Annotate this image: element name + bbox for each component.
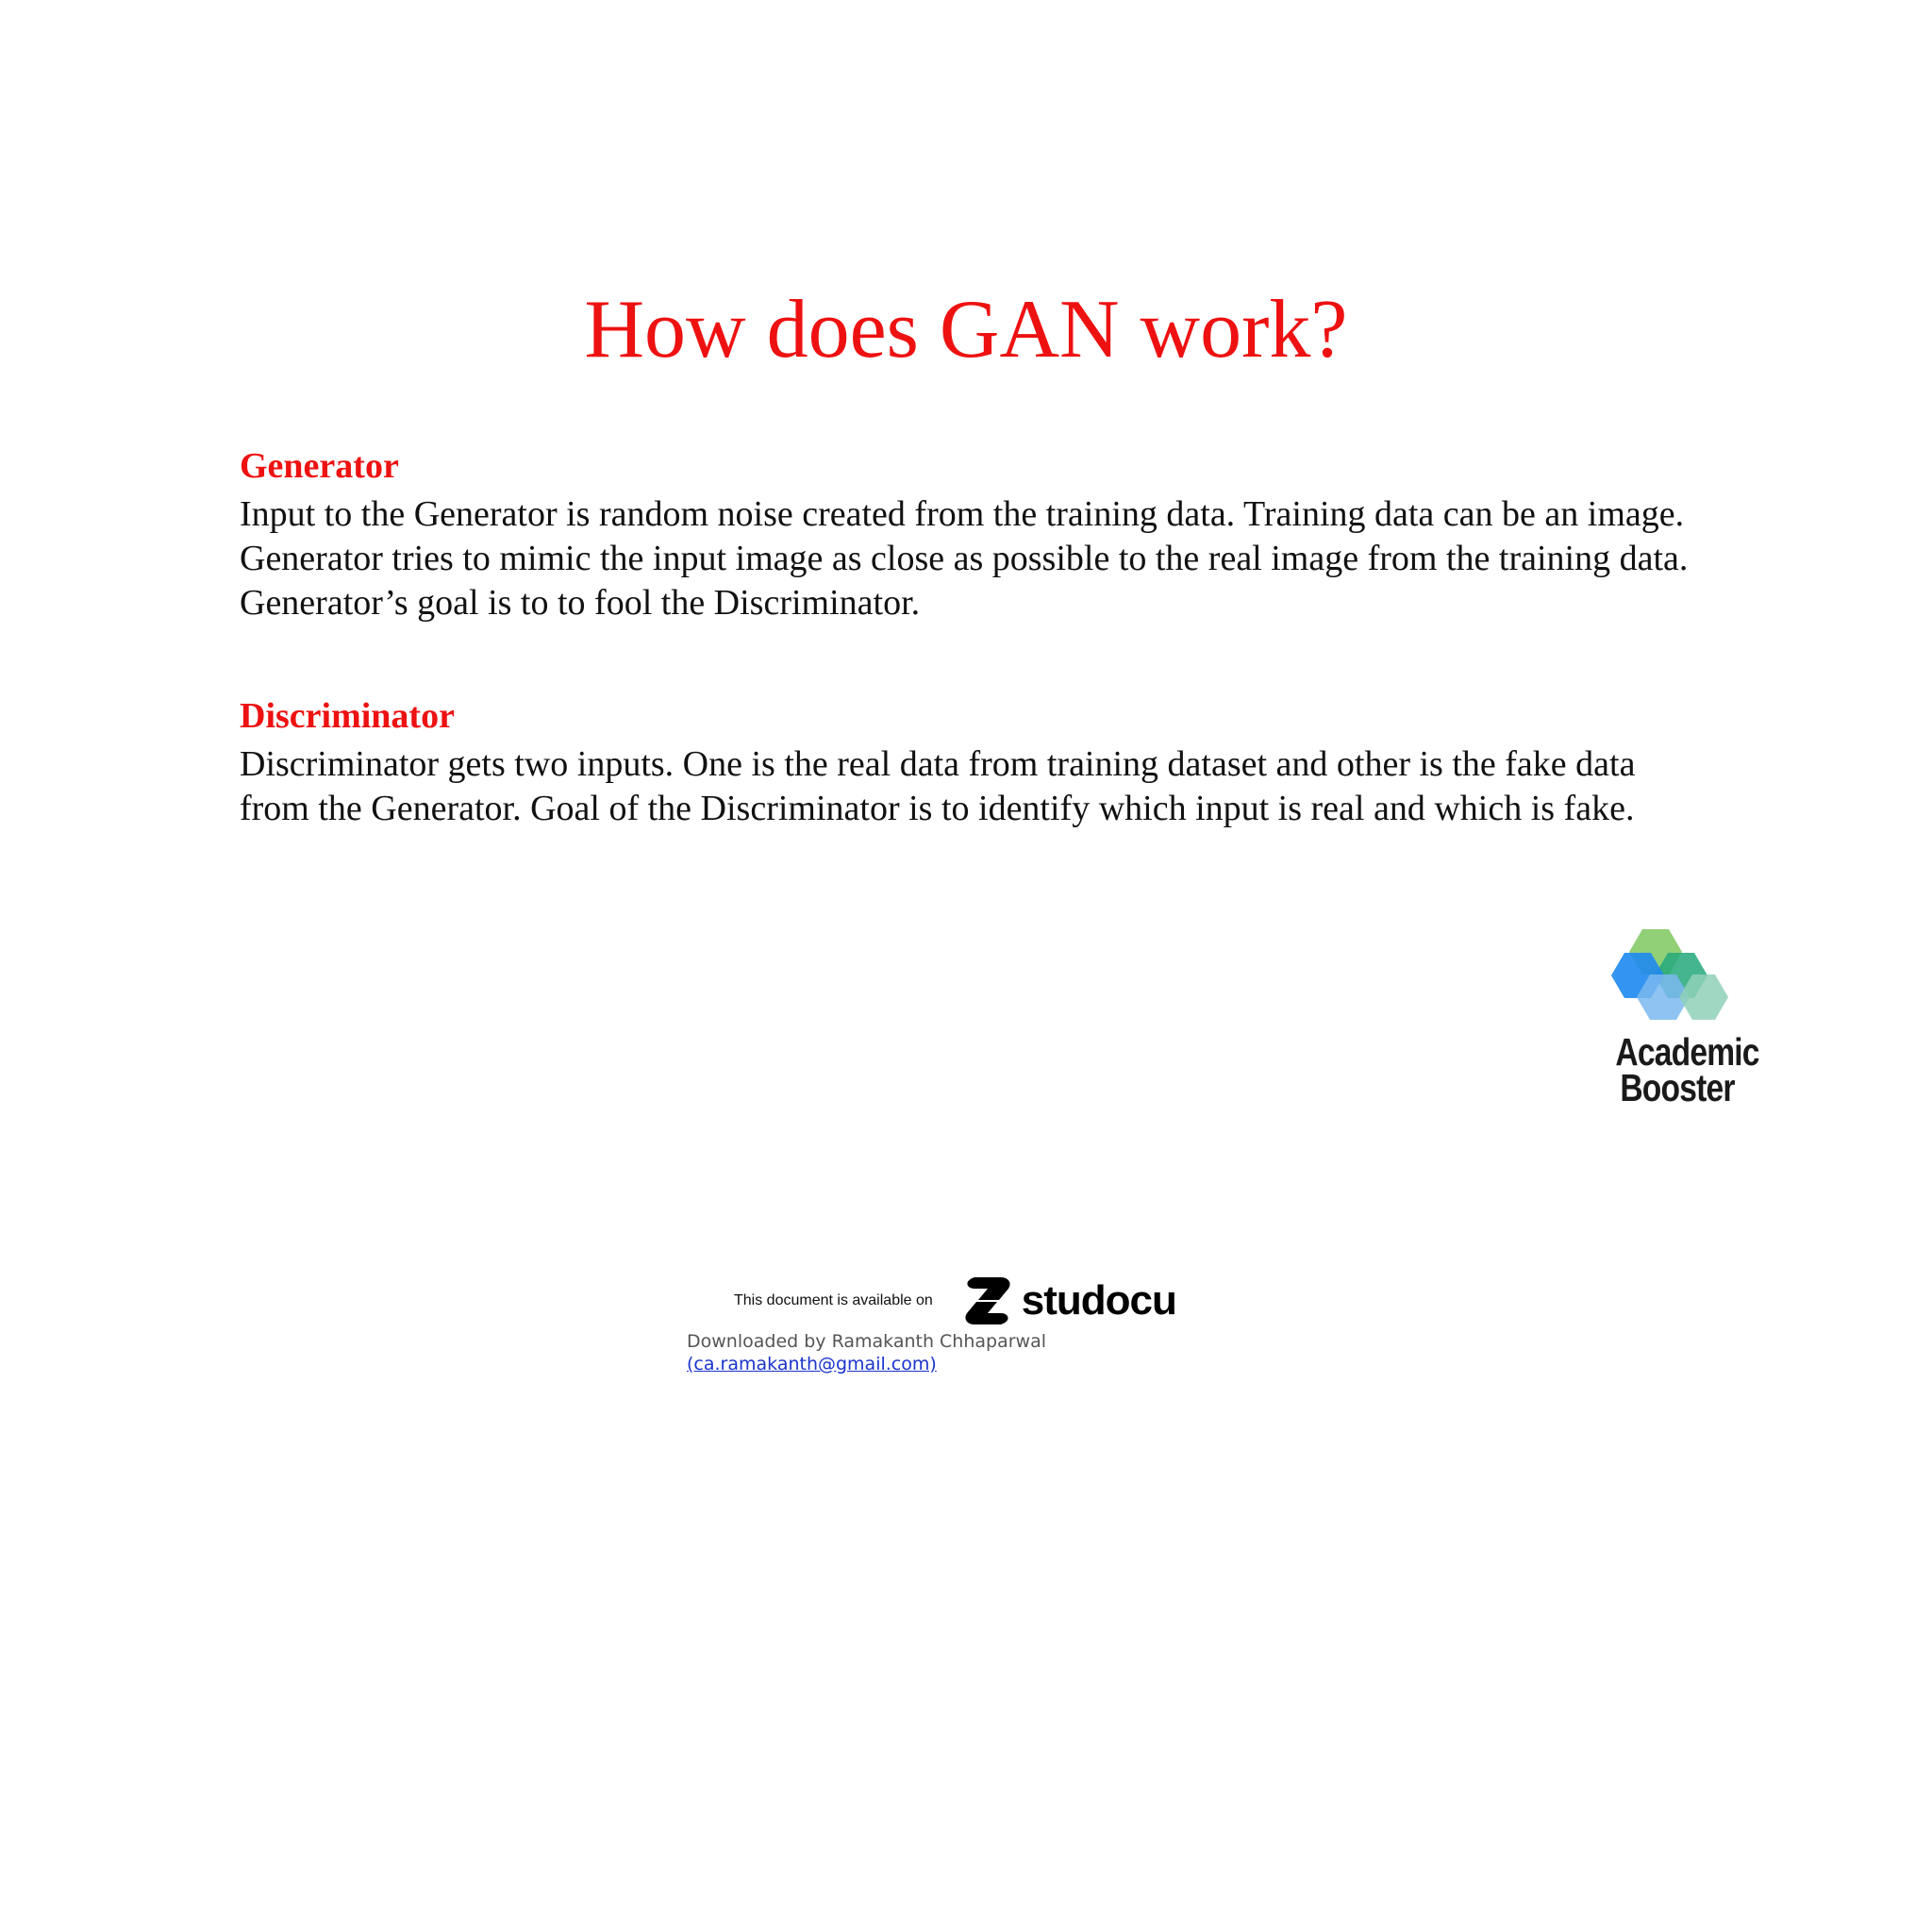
discriminator-section bbox=[240, 693, 1711, 831]
studocu-wordmark: studocu bbox=[1021, 1277, 1176, 1324]
hexagon-cluster-icon bbox=[1611, 929, 1743, 1028]
section-heading: Discriminator bbox=[240, 696, 455, 736]
section-body: Discriminator gets two inputs. One is the real data from training dataset and other is the fake data from the Generator. Goal of the Discriminator is to identify which input is real and which is fake. bbox=[240, 744, 1636, 828]
academic-booster-logo bbox=[1602, 929, 1759, 1109]
section-heading: Generator bbox=[240, 446, 399, 486]
available-text: This document is available on bbox=[734, 1292, 933, 1308]
logo-line-2: Booster bbox=[1620, 1066, 1735, 1109]
studocu-banner[interactable] bbox=[687, 1274, 1272, 1328]
logo-line-1: Academic bbox=[1615, 1030, 1759, 1074]
email-link[interactable]: (ca.ramakanth@gmail.com) bbox=[687, 1354, 937, 1374]
generator-section bbox=[240, 443, 1711, 625]
downloaded-by-text: Downloaded by Ramakanth Chhaparwal bbox=[687, 1331, 1047, 1352]
studocu-s-icon bbox=[961, 1274, 1014, 1328]
section-body: Input to the Generator is random noise created from the training data. Training data can be an image. Generator tries to mimic the input image as close as possible to the real image from the training data. Generator’s goal is to to fool the Discriminator. bbox=[240, 494, 1689, 623]
page-title: How does GAN work? bbox=[584, 284, 1348, 375]
document-footer bbox=[687, 1274, 1272, 1375]
